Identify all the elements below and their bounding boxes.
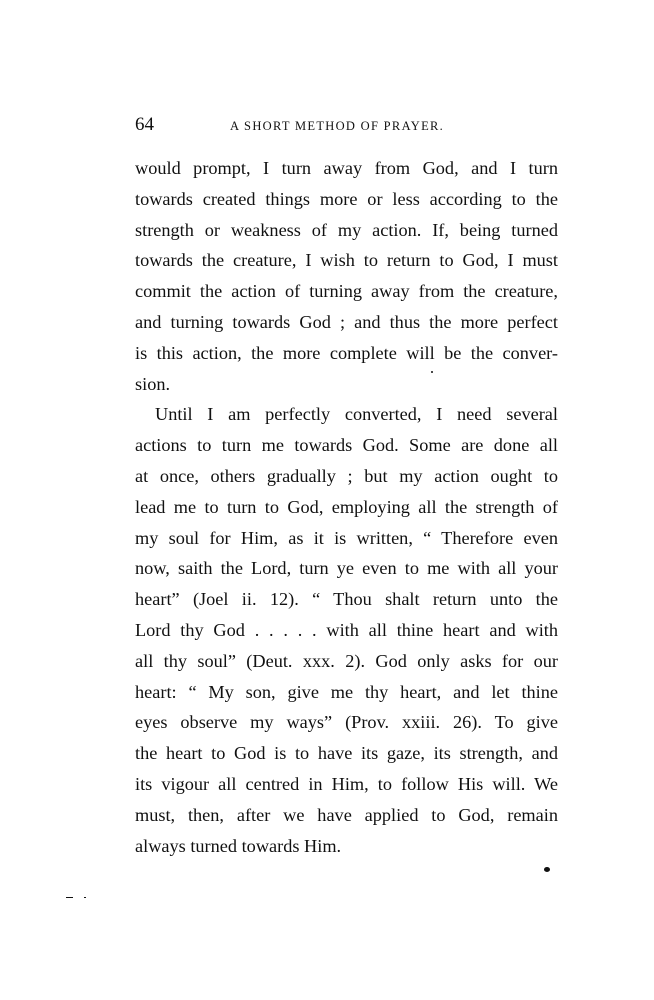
running-title: A SHORT METHOD OF PRAYER. bbox=[230, 119, 445, 133]
scan-speck bbox=[66, 897, 73, 898]
scan-speck bbox=[431, 371, 433, 373]
text-line: towards created things more or less according to the bbox=[135, 188, 558, 209]
text-line: sion. bbox=[135, 373, 171, 394]
text-line: Until I am perfectly converted, I need several bbox=[155, 404, 558, 425]
text-line: eyes observe my ways” (Prov. xxiii. 26). To give bbox=[135, 712, 558, 733]
text-line: commit the action of turning away from the creature, bbox=[135, 281, 558, 302]
text-line: must, then, after we have applied to God, remain bbox=[135, 804, 558, 825]
text-line: towards the creature, I wish to return to God, I must bbox=[135, 250, 558, 271]
page-number: 64 bbox=[135, 114, 154, 135]
page-body bbox=[135, 153, 558, 861]
text-line: Lord thy God . . . . . with all thine heart and with bbox=[135, 619, 558, 640]
text-line: at once, others gradually ; but my action ought to bbox=[135, 465, 558, 486]
text-line: all thy soul” (Deut. xxx. 2). God only asks for our bbox=[135, 650, 558, 671]
text-line: is this action, the more complete will be the conver- bbox=[135, 342, 558, 363]
paragraph-2 bbox=[135, 399, 558, 861]
text-line: heart” (Joel ii. 12). “ Thou shalt return unto the bbox=[135, 589, 558, 610]
text-line: heart: “ My son, give me thy heart, and let thine bbox=[135, 681, 558, 702]
text-line: would prompt, I turn away from God, and I turn bbox=[135, 158, 558, 178]
scan-speck bbox=[544, 867, 550, 872]
text-line: and turning towards God ; and thus the more perfect bbox=[135, 311, 558, 332]
text-line: lead me to turn to God, employing all the strength of bbox=[135, 496, 558, 517]
scan-speck bbox=[84, 897, 86, 898]
paragraph-1 bbox=[135, 153, 558, 399]
text-line: my soul for Him, as it is written, “ Therefore even bbox=[135, 527, 558, 548]
text-line: actions to turn me towards God. Some are done all bbox=[135, 435, 558, 456]
text-line: now, saith the Lord, turn ye even to me with all your bbox=[135, 558, 558, 579]
text-line: strength or weakness of my action. If, being turned bbox=[135, 219, 558, 240]
text-line: the heart to God is to have its gaze, its strength, and bbox=[135, 743, 558, 764]
text-line: always turned towards Him. bbox=[135, 835, 342, 856]
page-header bbox=[135, 114, 558, 138]
text-line: its vigour all centred in Him, to follow His will. We bbox=[135, 773, 558, 794]
